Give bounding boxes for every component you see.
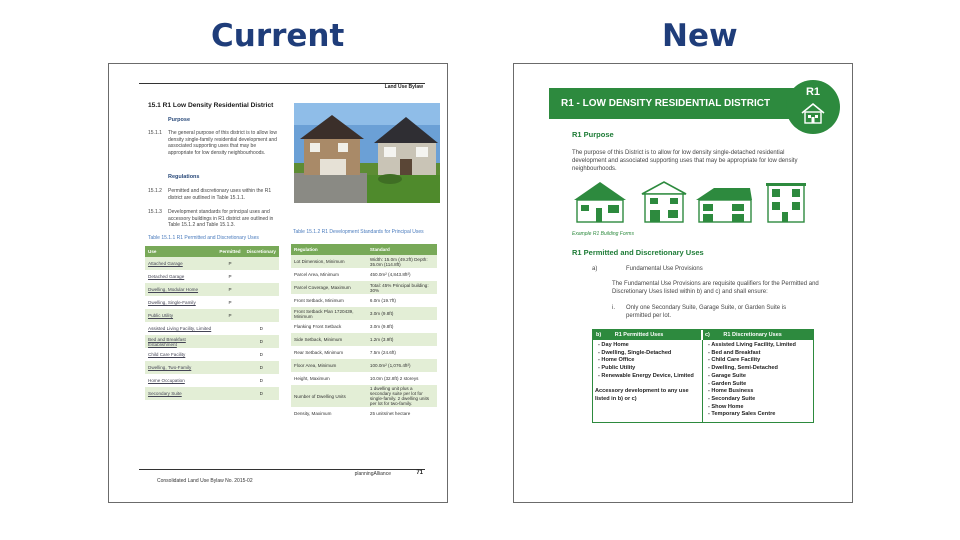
regulations-heading: Regulations: [168, 174, 200, 180]
use-class-cell: P: [216, 270, 243, 283]
use-class-cell: [216, 335, 243, 348]
use-name-cell: Dwelling, Modular Home: [145, 283, 216, 296]
clause-number: 15.1.3: [148, 209, 162, 215]
standard-cell: 3.0m (9.8ft): [367, 307, 437, 320]
infill-form-icon: [766, 183, 806, 222]
use-class-cell: D: [244, 322, 279, 335]
use-name-cell: Home Occupation: [145, 374, 216, 387]
table-row: [291, 320, 437, 333]
discretionary-use-item: - Bed and Breakfast: [708, 349, 761, 356]
use-name-cell: Assisted Living Facility, Limited: [145, 322, 216, 335]
district-title-banner: R1 - LOW DENSITY RESIDENTIAL DISTRICT: [549, 88, 821, 119]
regulation-cell: Density, Maximum: [291, 407, 367, 420]
table-row: [145, 309, 279, 322]
use-class-cell: P: [216, 309, 243, 322]
standard-cell: 7.5m (24.6ft): [367, 346, 437, 359]
regulation-cell: Floor Area, Minimum: [291, 359, 367, 372]
use-class-cell: D: [244, 374, 279, 387]
new-heading: New: [662, 18, 738, 54]
permitted-uses-list: [598, 342, 698, 381]
table-row: [291, 385, 437, 407]
use-class-cell: [244, 257, 279, 270]
table1-caption: Table 15.1.1 R1 Permitted and Discretionary Uses: [148, 235, 259, 241]
discretionary-use-item: - Garden Suite: [708, 380, 747, 387]
use-class-cell: [216, 374, 243, 387]
table-row: [291, 281, 437, 294]
table-row: [145, 348, 279, 361]
use-name-cell: Bed and Breakfast Establishment: [145, 335, 216, 348]
discretionary-use-item: - Home Business: [708, 388, 754, 395]
new-bylaw-page: [513, 63, 853, 503]
permitted-header: [593, 330, 701, 340]
uses-box: [592, 329, 814, 423]
standard-cell: 6.0m (19.7ft): [367, 294, 437, 307]
house-icon: [801, 102, 825, 124]
table-row: [145, 322, 279, 335]
purpose-heading: R1 Purpose: [572, 130, 614, 139]
discretionary-use-item: - Dwelling, Semi-Detached: [708, 365, 778, 372]
standard-cell: Total: 45% Principal building: 30%: [367, 281, 437, 294]
regulation-cell: Height, Maximum: [291, 372, 367, 385]
standard-cell: 450.0m² (4,843.8ft²): [367, 268, 437, 281]
footer-rule: [139, 469, 425, 470]
district-badge: [786, 80, 840, 134]
uses-heading: R1 Permitted and Discretionary Uses: [572, 248, 704, 257]
use-class-cell: [244, 309, 279, 322]
table1-header-cell: Permitted: [216, 246, 243, 257]
two-storey-form-icon: [642, 182, 686, 222]
purpose-text: The purpose of this District is to allow for low density single-detached residential development and associated supporting uses that may be appropriate for low density neighbourhoods.: [572, 150, 798, 172]
house-photo-graphic: [294, 103, 440, 203]
table1-header-cell: Use: [145, 246, 216, 257]
standard-cell: 1.2m (3.9ft): [367, 333, 437, 346]
use-class-cell: [216, 387, 243, 400]
forms-caption: Example R1 Building Forms: [572, 231, 634, 237]
regulation-cell: Rear Setback, Minimum: [291, 346, 367, 359]
clause-number: 15.1.1: [148, 130, 162, 136]
regulation-cell: Flanking Front Setback: [291, 320, 367, 333]
use-name-cell: Dwelling, Two-Family: [145, 361, 216, 374]
use-class-cell: [244, 296, 279, 309]
table-row: [145, 335, 279, 348]
purpose-heading: Purpose: [168, 117, 191, 123]
use-class-cell: [216, 348, 243, 361]
regulation-cell: Side Setback, Minimum: [291, 333, 367, 346]
discretionary-use-item: - Assisted Living Facility, Limited: [708, 342, 796, 348]
regulation-cell: Number of Dwelling Units: [291, 385, 367, 407]
table-row: [291, 294, 437, 307]
regulation-cell: Front Setback, Minimum: [291, 294, 367, 307]
table-row: [291, 372, 437, 385]
discretionary-header: [703, 330, 813, 340]
discretionary-use-item: - Garage Suite: [708, 372, 746, 379]
table-row: [291, 255, 437, 268]
permitted-use-item: - Day Home: [598, 342, 629, 348]
table-row: [291, 307, 437, 320]
discretionary-use-item: - Child Care Facility: [708, 357, 761, 364]
table-row: [145, 296, 279, 309]
permitted-use-item: - Home Office: [598, 357, 635, 364]
table-row: [145, 283, 279, 296]
building-forms-illustration: [572, 180, 812, 224]
use-name-cell: Child Care Facility: [145, 348, 216, 361]
use-class-cell: [216, 322, 243, 335]
regulation-cell: Parcel Coverage, Maximum: [291, 281, 367, 294]
current-heading: Current: [211, 18, 345, 54]
footer-brand: planningAlliance: [354, 471, 391, 477]
use-class-cell: P: [216, 257, 243, 270]
table2-caption: Table 15.1.2 R1 Development Standards for Principal Uses: [293, 229, 424, 235]
use-class-cell: [216, 361, 243, 374]
clause-number: 15.1.2: [148, 188, 162, 194]
table-row: [145, 361, 279, 374]
item-i-text: Only one Secondary Suite, Garage Suite, or Garden Suite is permitted per lot.: [626, 305, 787, 319]
standard-cell: 3.0m (9.8ft): [367, 320, 437, 333]
standard-cell: 1 dwelling unit plus a secondary suite per lot for single-family. 2 dwelling units per lot for two-family.: [367, 385, 437, 407]
section-title: 15.1 R1 Low Density Residential District: [148, 102, 274, 109]
standard-cell: 25 units/net hectare: [367, 407, 437, 420]
use-class-cell: D: [244, 361, 279, 374]
regulation-cell: Parcel Area, Minimum: [291, 268, 367, 281]
footer-left: Consolidated Land Use Bylaw No. 2015-02: [157, 478, 253, 484]
running-head: Land Use Bylaw: [384, 84, 423, 90]
box-c-label: c): [705, 332, 710, 338]
standards-table: [291, 244, 437, 420]
item-a-label: a): [592, 266, 598, 272]
table2-header-cell: Regulation: [291, 244, 367, 255]
standard-cell: Width: 15.0m (49.2ft) Depth: 35.0m (114.8ft): [367, 255, 437, 268]
table-row: [145, 387, 279, 400]
use-name-cell: Attached Garage: [145, 257, 216, 270]
discretionary-use-item: - Show Home: [708, 403, 744, 410]
box-c-title: R1 Discretionary Uses: [723, 332, 782, 338]
discretionary-uses-list: [708, 342, 812, 419]
permitted-use-item: - Renewable Energy Device, Limited: [598, 372, 694, 379]
use-class-cell: P: [216, 283, 243, 296]
clause-text: Development standards for principal uses and accessory buildings in R1 district are outlined in Table 15.1.2 and Table 15.1.3.: [168, 209, 274, 228]
standard-cell: 100.0m² (1,076.4ft²): [367, 359, 437, 372]
clause-text: The general purpose of this district is to allow low density single-family residential development and associated supporting uses that may be appropriate for low density neighbourhoods.: [168, 130, 277, 156]
accessory-note: Accessory development to any use listed in b) or c): [595, 388, 689, 402]
table-row: [291, 268, 437, 281]
uses-table: [145, 246, 279, 400]
use-name-cell: Secondary Suite: [145, 387, 216, 400]
box-divider: [702, 340, 703, 422]
use-class-cell: [244, 283, 279, 296]
discretionary-use-item: - Temporary Sales Centre: [708, 411, 776, 418]
regulation-cell: Front Setback Plan 1720439, Minimum: [291, 307, 367, 320]
current-bylaw-page: [108, 63, 448, 503]
header-rule: [139, 83, 425, 84]
item-i-label: i.: [612, 305, 615, 311]
badge-label: R1: [805, 86, 821, 98]
table-row: [291, 346, 437, 359]
box-b-label: b): [596, 332, 602, 338]
use-class-cell: D: [244, 335, 279, 348]
use-class-cell: D: [244, 387, 279, 400]
page-number: 71: [416, 470, 423, 476]
table-row: [145, 270, 279, 283]
semi-detached-form-icon: [696, 188, 752, 222]
table-row: [291, 333, 437, 346]
use-name-cell: Dwelling, Single-Family: [145, 296, 216, 309]
table-row: [145, 374, 279, 387]
standard-cell: 10.0m (32.8ft) 2 storeys: [367, 372, 437, 385]
single-detached-form-icon: [574, 182, 626, 222]
clause-text: Permitted and discretionary uses within the R1 district are outlined in Table 15.1.1.: [168, 188, 272, 201]
use-class-cell: D: [244, 348, 279, 361]
table1-header-cell: Discretionary: [244, 246, 279, 257]
box-b-title: R1 Permitted Uses: [614, 332, 664, 338]
discretionary-use-item: - Secondary Suite: [708, 395, 756, 402]
house-photo: [294, 103, 440, 203]
permitted-use-item: - Public Utility: [598, 365, 636, 372]
table-row: [145, 257, 279, 270]
use-name-cell: Public Utility: [145, 309, 216, 322]
use-class-cell: [244, 270, 279, 283]
provisions-text: The Fundamental Use Provisions are requisite qualifiers for the Permitted and Discretionary Uses listed within b) and c) and shall ensure:: [612, 281, 819, 295]
permitted-use-item: - Dwelling, Single-Detached: [598, 349, 672, 356]
table2-header-cell: Standard: [367, 244, 437, 255]
table-row: [291, 407, 437, 420]
use-class-cell: P: [216, 296, 243, 309]
use-name-cell: Detached Garage: [145, 270, 216, 283]
table-row: [291, 359, 437, 372]
item-a-text: Fundamental Use Provisions: [626, 266, 703, 272]
regulation-cell: Lot Dimension, Minimum: [291, 255, 367, 268]
